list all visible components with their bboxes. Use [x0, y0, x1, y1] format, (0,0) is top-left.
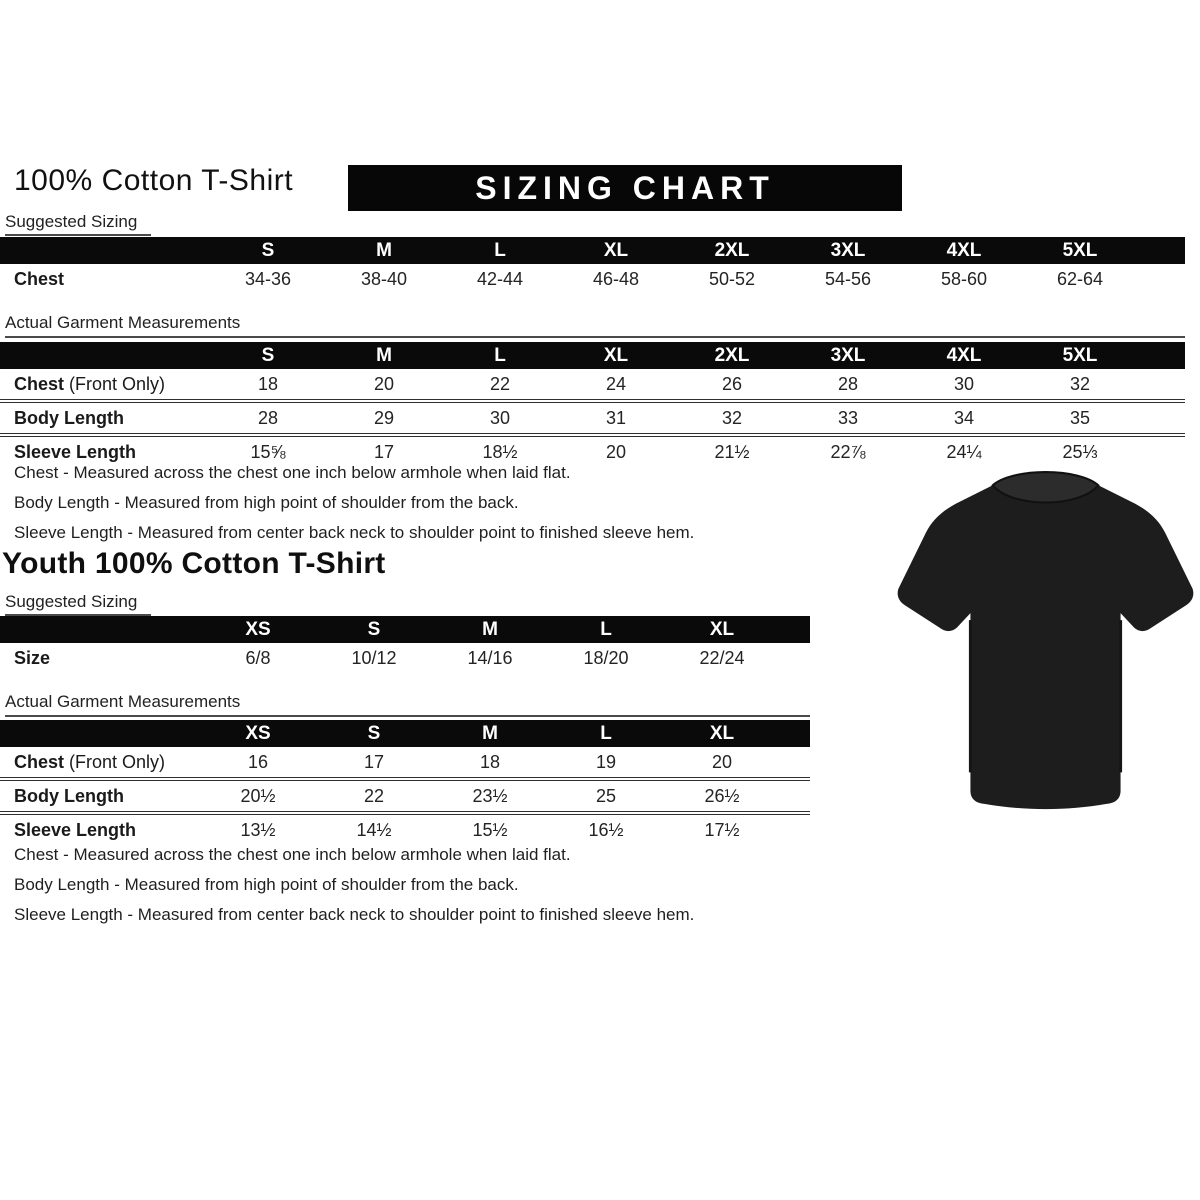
row-label: Size — [14, 647, 51, 668]
column-header-l: L — [494, 239, 506, 261]
adult-measurement-notes — [14, 458, 694, 548]
note-sleeve-length: Sleeve Length - Measured from center back neck to shoulder point to finished sleeve hem. — [14, 523, 695, 542]
note-body-length: Body Length - Measured from high point of shoulder from the back. — [14, 493, 519, 512]
value-cell: 22 — [489, 373, 511, 394]
row-label: Sleeve Length — [14, 819, 137, 840]
column-header-xl: XL — [709, 722, 735, 744]
row-label: Body Length — [14, 785, 124, 806]
table-row-chest — [0, 264, 1185, 294]
column-header-3xl: 3XL — [830, 344, 866, 366]
value-cell: 28 — [837, 373, 859, 394]
value-cell: 42-44 — [476, 268, 524, 289]
youth-actual-measurements-table — [0, 720, 810, 845]
note-sleeve-length: Sleeve Length - Measured from center back neck to shoulder point to finished sleeve hem. — [14, 905, 695, 924]
sizing-chart-banner — [348, 165, 902, 211]
adult-actual-measurements-label: Actual Garment Measurements — [5, 313, 1185, 338]
row-label: Chest — [14, 268, 65, 289]
youth-suggested-sizing-table — [0, 616, 810, 673]
value-cell: 16 — [247, 751, 269, 772]
value-cell: 32 — [721, 407, 743, 428]
note-body-length: Body Length - Measured from high point of shoulder from the back. — [14, 875, 519, 894]
column-header-xl: XL — [603, 239, 629, 261]
row-label-suffix: (Front Only) — [64, 373, 166, 394]
table-row-body-length — [0, 777, 810, 811]
column-header-5xl: 5XL — [1062, 344, 1098, 366]
value-cell: 22⅞ — [830, 441, 866, 462]
column-header-xl: XL — [709, 618, 735, 640]
column-header-s: S — [367, 722, 381, 744]
row-label: Sleeve Length — [14, 441, 137, 462]
adult-suggested-sizing-label: Suggested Sizing — [5, 212, 151, 236]
value-cell: 32 — [1069, 373, 1091, 394]
row-label: Body Length — [14, 407, 124, 428]
page-title: 100% Cotton T-Shirt — [14, 164, 294, 197]
value-cell: 35 — [1069, 407, 1091, 428]
column-header-2xl: 2XL — [714, 344, 750, 366]
value-cell: 38-40 — [360, 268, 408, 289]
youth-section-title: Youth 100% Cotton T-Shirt — [2, 547, 386, 580]
adult-suggested-sizing-table — [0, 237, 1185, 294]
table-row-chest — [0, 747, 810, 777]
column-header-3xl: 3XL — [830, 239, 866, 261]
table-row-chest — [0, 369, 1185, 399]
tshirt-image — [893, 468, 1198, 818]
value-cell: 18 — [257, 373, 279, 394]
value-cell: 28 — [257, 407, 279, 428]
youth-actual-measurements-label: Actual Garment Measurements — [5, 692, 810, 717]
column-header-2xl: 2XL — [714, 239, 750, 261]
value-cell: 14/16 — [467, 647, 513, 668]
value-cell: 21½ — [714, 441, 750, 462]
column-header-5xl: 5XL — [1062, 239, 1098, 261]
banner-label: SIZING CHART — [475, 169, 775, 206]
column-header-xs: XS — [245, 618, 271, 640]
value-cell: 26½ — [704, 785, 740, 806]
value-cell: 15½ — [472, 819, 508, 840]
column-header-xs: XS — [245, 722, 271, 744]
value-cell: 50-52 — [708, 268, 756, 289]
value-cell: 46-48 — [592, 268, 640, 289]
value-cell: 54-56 — [824, 268, 872, 289]
column-header-s: S — [261, 239, 275, 261]
row-label: Chest (Front Only) — [14, 751, 166, 772]
value-cell: 20 — [711, 751, 733, 772]
column-header-l: L — [494, 344, 506, 366]
size-header-bar — [0, 720, 810, 747]
value-cell: 10/12 — [351, 647, 397, 668]
value-cell: 26 — [721, 373, 743, 394]
column-header-s: S — [261, 344, 275, 366]
row-label: Chest (Front Only) — [14, 373, 166, 394]
note-chest: Chest - Measured across the chest one inch below armhole when laid flat. — [14, 463, 571, 482]
column-header-m: M — [482, 722, 498, 744]
column-header-m: M — [482, 618, 498, 640]
value-cell: 25 — [595, 785, 617, 806]
value-cell: 20½ — [240, 785, 276, 806]
value-cell: 58-60 — [940, 268, 988, 289]
column-header-m: M — [376, 239, 392, 261]
column-header-l: L — [600, 722, 612, 744]
table-row-body-length — [0, 399, 1185, 433]
size-header-bar — [0, 237, 1185, 264]
column-header-l: L — [600, 618, 612, 640]
value-cell: 23½ — [472, 785, 508, 806]
column-header-4xl: 4XL — [946, 344, 982, 366]
value-cell: 24¼ — [946, 441, 982, 462]
value-cell: 15⅝ — [250, 441, 286, 462]
column-header-s: S — [367, 618, 381, 640]
value-cell: 18/20 — [583, 647, 629, 668]
value-cell: 62-64 — [1056, 268, 1104, 289]
youth-suggested-sizing-label: Suggested Sizing — [5, 592, 151, 616]
size-header-bar — [0, 616, 810, 643]
value-cell: 30 — [953, 373, 975, 394]
value-cell: 34-36 — [244, 268, 292, 289]
column-header-4xl: 4XL — [946, 239, 982, 261]
value-cell: 33 — [837, 407, 859, 428]
size-header-bar — [0, 342, 1185, 369]
value-cell: 18½ — [482, 441, 518, 462]
youth-measurement-notes — [14, 840, 694, 930]
column-header-m: M — [376, 344, 392, 366]
value-cell: 17½ — [704, 819, 740, 840]
value-cell: 34 — [953, 407, 975, 428]
row-label-suffix: (Front Only) — [64, 751, 166, 772]
value-cell: 17 — [363, 751, 385, 772]
value-cell: 20 — [605, 441, 627, 462]
value-cell: 16½ — [588, 819, 624, 840]
value-cell: 24 — [605, 373, 627, 394]
value-cell: 6/8 — [245, 647, 271, 668]
value-cell: 14½ — [356, 819, 392, 840]
value-cell: 30 — [489, 407, 511, 428]
table-row-size — [0, 643, 810, 673]
value-cell: 22 — [363, 785, 385, 806]
value-cell: 20 — [373, 373, 395, 394]
value-cell: 31 — [605, 407, 627, 428]
value-cell: 19 — [595, 751, 617, 772]
adult-actual-measurements-table — [0, 342, 1185, 467]
value-cell: 13½ — [240, 819, 276, 840]
value-cell: 25⅓ — [1062, 441, 1098, 462]
value-cell: 18 — [479, 751, 501, 772]
value-cell: 29 — [373, 407, 395, 428]
column-header-xl: XL — [603, 344, 629, 366]
value-cell: 17 — [373, 441, 395, 462]
value-cell: 22/24 — [699, 647, 745, 668]
note-chest: Chest - Measured across the chest one inch below armhole when laid flat. — [14, 845, 571, 864]
